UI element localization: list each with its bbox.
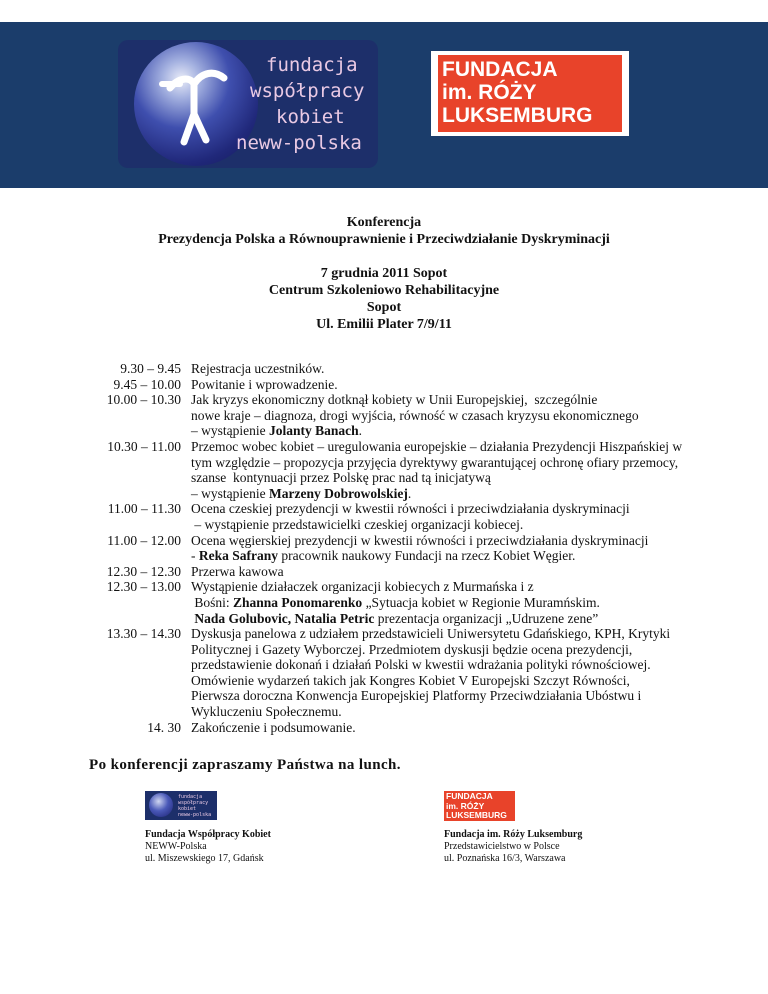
agenda-text: Wystąpienie działaczek organizacji kobiecych z Murmańska i z	[191, 579, 534, 595]
agenda-text: Przerwa kawowa	[191, 563, 284, 579]
agenda-text: tym względzie – propozycja przyjęcia dyrektywy gwarantującej ochronę ofiary przemocy,	[191, 454, 679, 470]
neww-logo-text	[236, 52, 386, 156]
agenda-text: Ocena czeskiej prezydencji w kwestii równości i przeciwdziałania dyskryminacji	[191, 501, 630, 517]
agenda-row	[60, 377, 710, 393]
footer-right-contact	[444, 829, 582, 865]
speaker-name: Marzeny Dobrowolskiej	[268, 485, 408, 501]
agenda-line	[191, 408, 710, 424]
logo-line: im. RÓŻY	[442, 81, 537, 104]
org-name: Fundacja im. Róży Luksemburg	[444, 829, 583, 840]
agenda-text: .	[407, 485, 412, 501]
agenda-description	[191, 439, 710, 501]
logo-line: LUKSEMBURG	[446, 810, 507, 820]
agenda-line	[191, 579, 710, 595]
event-venue: Centrum Szkoleniowo Rehabilitacyjne	[268, 283, 500, 298]
agenda-description	[191, 533, 710, 564]
agenda-time: 14. 30	[147, 719, 181, 735]
org-subtitle: NEWW-Polska	[145, 841, 207, 852]
agenda-description	[191, 501, 710, 532]
logo-line: fundacja	[178, 794, 203, 800]
agenda-text: Rejestracja uczestników.	[191, 361, 325, 376]
logo-line: neww-polska	[178, 812, 212, 818]
agenda-description	[191, 564, 710, 580]
agenda-description	[191, 392, 710, 439]
agenda-text: Jak kryzys ekonomiczny dotknął kobiety w Unii Europejskiej, szczególnie	[191, 392, 598, 408]
agenda-text: Omówienie wydarzeń takich jak Kongres Kobiet V Europejski Szczyt Równości,	[191, 672, 630, 688]
agenda-line	[191, 704, 710, 720]
logo-line: LUKSEMBURG	[442, 104, 593, 127]
agenda-description	[191, 720, 710, 736]
agenda-line	[191, 439, 710, 455]
agenda-line	[191, 455, 710, 471]
agenda-row	[60, 564, 710, 580]
agenda-time: 10.30 – 11.00	[107, 438, 181, 454]
agenda-text: .	[358, 423, 363, 439]
agenda-line	[191, 673, 710, 689]
agenda-line	[191, 392, 710, 408]
footer-left-contact	[145, 829, 271, 865]
agenda-text: prezentacja organizacji „Udruzene zene”	[374, 610, 599, 626]
agenda-line	[191, 611, 710, 627]
neww-polska-mini-logo	[145, 791, 217, 820]
agenda-time: 12.30 – 13.00	[106, 579, 181, 595]
speaker-name: Jolanty Banach	[268, 423, 359, 439]
rl-logo-plate	[438, 55, 622, 132]
agenda-row	[60, 439, 710, 501]
agenda-description	[191, 579, 710, 626]
agenda-line	[191, 626, 710, 642]
agenda-line	[191, 688, 710, 704]
logo-line: kobiet	[178, 806, 197, 812]
agenda-text: – wystąpienie	[191, 423, 269, 439]
agenda-row	[60, 626, 710, 720]
agenda-line	[191, 564, 710, 580]
agenda-text: -	[191, 548, 199, 564]
rosa-luxemburg-logo	[431, 51, 629, 136]
agenda-text: Dyskusja panelowa z udziałem przedstawicieli Uniwersytetu Gdańskiego, KPH, Krytyki	[191, 626, 671, 642]
agenda-row	[60, 361, 710, 377]
agenda-time: 12.30 – 12.30	[106, 563, 181, 579]
agenda-time: 9.45 – 10.00	[113, 376, 181, 392]
globe-icon	[149, 793, 173, 817]
agenda-line	[191, 423, 710, 439]
agenda-text: Bośni:	[191, 594, 234, 610]
agenda-text: „Sytuacja kobiet w Regionie Muramńskim.	[362, 594, 600, 610]
agenda-time: 11.00 – 11.30	[107, 501, 181, 517]
agenda-description	[191, 626, 710, 720]
org-name: Fundacja Współpracy Kobiet	[145, 829, 271, 840]
agenda-schedule	[60, 361, 710, 735]
logo-line: im. RÓŻY	[446, 800, 485, 811]
logo-line: FUNDACJA	[442, 58, 558, 81]
agenda-line	[191, 657, 710, 673]
neww-polska-logo	[118, 40, 378, 168]
agenda-time: 9.30 – 9.45	[120, 361, 181, 376]
org-address: ul. Poznańska 16/3, Warszawa	[444, 853, 566, 864]
event-city: Sopot	[366, 300, 402, 315]
agenda-line	[191, 377, 710, 393]
agenda-line	[191, 486, 710, 502]
agenda-time: 10.00 – 10.30	[106, 392, 181, 408]
agenda-text: przedstawienie dokonań i działań Polski w kwestii wdrażania polityki równościowej.	[191, 657, 651, 673]
agenda-line	[191, 720, 710, 736]
agenda-line	[191, 361, 710, 377]
org-address: ul. Miszewskiego 17, Gdańsk	[145, 853, 264, 864]
lunch-note: Po konferencji zapraszamy Państwa na lunch.	[89, 757, 401, 773]
agenda-row	[60, 533, 710, 564]
agenda-line	[191, 548, 710, 564]
logo-line: fundacja	[266, 54, 358, 76]
mini-logo-text	[178, 794, 211, 818]
speaker-name: Reka Safrany	[198, 548, 279, 564]
logo-line: neww-polska	[236, 132, 362, 154]
agenda-description	[191, 361, 710, 377]
agenda-time: 13.30 – 14.30	[106, 626, 181, 642]
agenda-text: Powitanie i wprowadzenie.	[191, 376, 338, 392]
speaker-name: Zhanna Ponomarenko	[233, 594, 363, 610]
event-date: 7 grudnia 2011 Sopot	[320, 266, 448, 281]
agenda-line	[191, 533, 710, 549]
agenda-text: Pierwsza doroczna Konwencja Europejskiej Platformy Przeciwdziałania Ubóstwu i	[191, 688, 642, 704]
event-address: Ul. Emilii Plater 7/9/11	[316, 317, 452, 332]
agenda-line	[191, 501, 710, 517]
agenda-text: Wykluczeniu Społecznemu.	[191, 704, 342, 720]
logo-line: współpracy	[178, 800, 209, 806]
agenda-text: Ocena węgierskiej prezydencji w kwestii równości i przeciwdziałania dyskryminacji	[191, 532, 649, 548]
title-line: Prezydencja Polska a Równouprawnienie i Przeciwdziałanie Dyskryminacji	[158, 232, 610, 247]
agenda-line	[191, 642, 710, 658]
rosa-luxemburg-mini-logo	[444, 791, 515, 821]
agenda-text: nowe kraje – diagnoza, drogi wyjścia, równość w czasach kryzysu ekonomicznego	[191, 407, 639, 423]
speaker-name: Nada Golubovic, Natalia Petric	[194, 610, 375, 626]
agenda-line	[191, 470, 710, 486]
logo-line: współpracy	[250, 80, 365, 102]
agenda-row	[60, 579, 710, 626]
agenda-text: szanse kontynuacji przez Polskę prac nad tą inicjatywą	[191, 470, 491, 486]
agenda-text: Zakończenie i podsumowanie.	[191, 719, 356, 735]
logo-line: FUNDACJA	[446, 791, 493, 801]
title-line: Konferencja	[346, 215, 422, 230]
org-subtitle: Przedstawicielstwo w Polsce	[444, 841, 560, 852]
agenda-text: pracownik naukowy Fundacji na rzecz Kobiet Węgier.	[278, 548, 576, 564]
conference-title	[0, 214, 768, 248]
agenda-line	[191, 595, 710, 611]
agenda-text: – wystąpienie przedstawicielki czeskiej organizacji kobiecej.	[191, 516, 524, 532]
agenda-text: – wystąpienie	[191, 485, 269, 501]
agenda-line	[191, 517, 710, 533]
agenda-row	[60, 720, 710, 736]
agenda-row	[60, 501, 710, 532]
agenda-row	[60, 392, 710, 439]
agenda-text: Przemoc wobec kobiet – uregulowania europejskie – działania Prezydencji Hiszpańskiej w	[191, 438, 683, 454]
event-details	[0, 265, 768, 333]
agenda-time: 11.00 – 12.00	[107, 532, 181, 548]
agenda-description	[191, 377, 710, 393]
agenda-text: Politycznej i Gazety Wyborczej. Przedmiotem dyskusji będzie ocena prezydencji,	[191, 641, 633, 657]
logo-line: kobiet	[276, 106, 345, 128]
